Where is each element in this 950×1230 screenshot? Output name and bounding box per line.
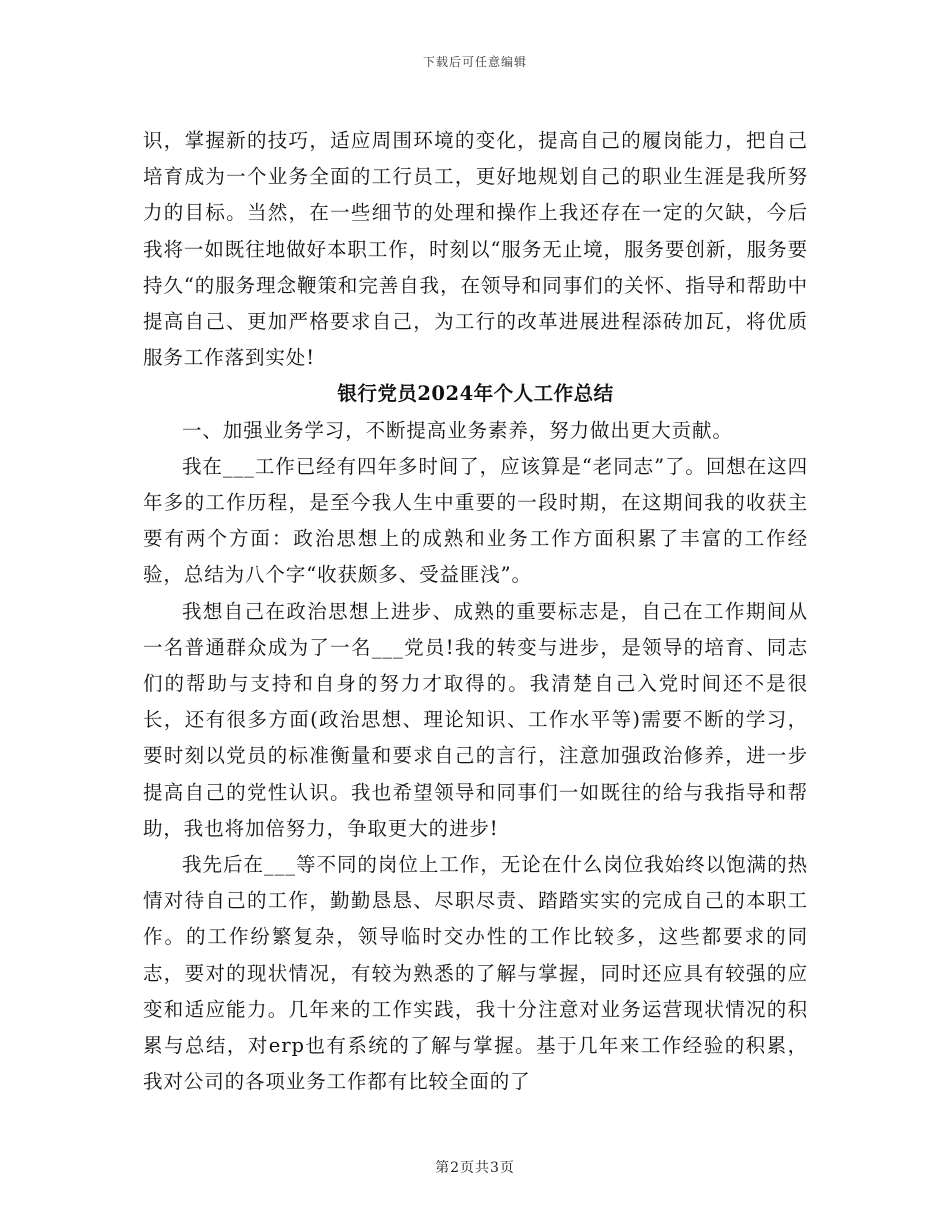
paragraph: 我先后在___等不同的岗位上工作，无论在什么岗位我始终以饱满的热情对待自己的工作，勤勤恳恳、尽职尽责、踏踏实实的完成自己的本职工作。的工作纷繁复杂，领导临时交办性的工作比较多，这些都要求的同志，要对的现状情况，有较为熟悉的了解与掌握，同时还应具有较强的应变和适应能力。几年来的工作实践，我十分注意对业务运营现状情况的积累与总结，对erp也有系统的了解与掌握。基于几年来工作经验的积累，我对公司的各项业务工作都有比较全面的了	[143, 853, 808, 1094]
section-title: 银行党员2024年个人工作总结	[337, 382, 614, 406]
page-header: 下载后可任意编辑	[422, 55, 527, 69]
page-footer: 第2页共3页	[435, 1160, 515, 1176]
paragraph: 我在___工作已经有四年多时间了，应该算是“老同志”了。回想在这四年多的工作历程，是至今我人生中重要的一段时期，在这期间我的收获主要有两个方面：政治思想上的成熟和业务工作方面积累了丰富的工作经验，总结为八个字“收获颇多、受益匪浅”。	[143, 454, 808, 587]
paragraph: 我想自己在政治思想上进步、成熟的重要标志是，自己在工作期间从一名普通群众成为了一名___党员!我的转变与进步，是领导的培育、同志们的帮助与支持和自身的努力才取得的。我清楚自己入党时间还不是很长，还有很多方面(政治思想、理论知识、工作水平等)需要不断的学习，要时刻以党员的标准衡量和要求自己的言行，注意加强政治修养，进一步提高自己的党性认识。我也希望领导和同事们一如既往的给与我指导和帮助，我也将加倍努力，争取更大的进步!	[143, 599, 808, 840]
document-body	[143, 123, 808, 1100]
paragraph-section-heading: 一、加强业务学习，不断提高业务素养，努力做出更大贡献。	[182, 418, 733, 442]
paragraph-continued: 识，掌握新的技巧，适应周围环境的变化，提高自己的履岗能力，把自己培育成为一个业务全面的工行员工，更好地规划自己的职业生涯是我所努力的目标。当然，在一些细节的处理和操作上我还存在一定的欠缺，今后我将一如既往地做好本职工作，时刻以“服务无止境，服务要创新，服务要持久“的服务理念鞭策和完善自我，在领导和同事们的关怀、指导和帮助中提高自己、更加严格要求自己，为工行的改革进展进程添砖加瓦，将优质服务工作落到实处!	[143, 129, 808, 370]
